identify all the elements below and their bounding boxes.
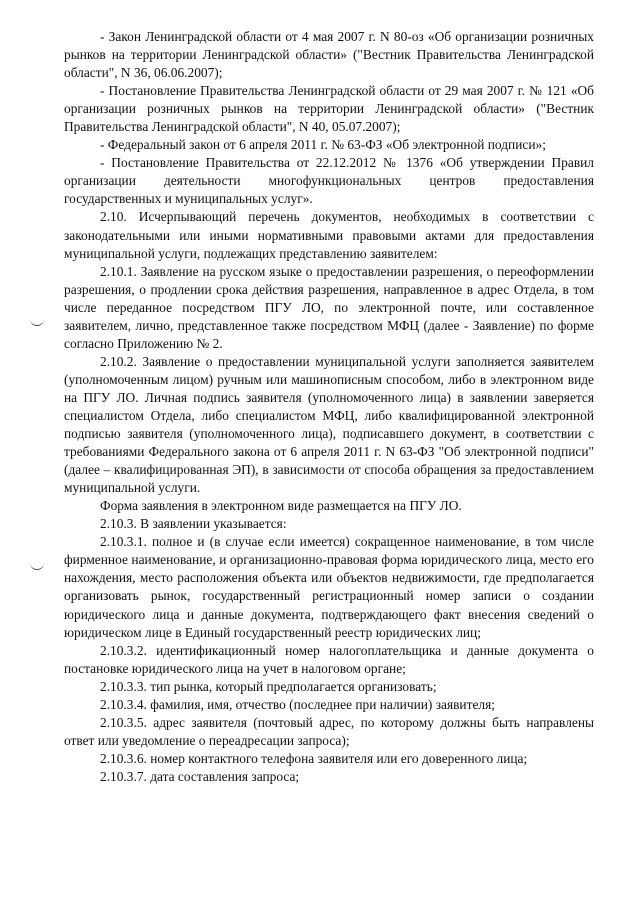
- law-reference-item: - Постановление Правительства Ленинградской области от 29 мая 2007 г. № 121 «Об организации розничных рынков на территории Ленинградской области» ("Вестник Правительства Ленинградской области", N 40, 05.07.2007);: [64, 83, 594, 135]
- section-paragraph: 2.10.1. Заявление на русском языке о предоставлении разрешения, о переоформлении разрешения, о продлении срока действия разрешения, направленное в адрес Отдела, в том числе переданное посредством ПГУ ЛО, по электронной почте, или составленное заявителем, лично, представленное также посредством МФЦ (далее - Заявление) по форме согласно Приложению № 2.: [64, 263, 594, 351]
- section-paragraph: 2.10.3. В заявлении указывается:: [100, 516, 287, 532]
- requirement-item: 2.10.3.6. номер контактного телефона заявителя или его доверенного лица;: [100, 750, 528, 766]
- document-body: [64, 28, 594, 786]
- requirement-item: 2.10.3.4. фамилия, имя, отчество (последнее при наличии) заявителя;: [100, 696, 495, 712]
- requirement-item: 2.10.3.1. полное и (в случае если имеется) сокращенное наименование, в том числе фирменное наименование, и организационно-правовая форма юридического лица, место его нахождения, место расположения объекта или объектов недвижимости, где предполагается организовать рынок, государственный регистрационный номер записи о создании юридического лица и данные документа, подтверждающего факт внесения сведений о юридическом лице в Единый государственный реестр юридических лиц;: [64, 534, 594, 640]
- section-paragraph: Форма заявления в электронном виде размещается на ПГУ ЛО.: [100, 498, 462, 514]
- section-paragraph: 2.10. Исчерпывающий перечень документов, необходимых в соответствии с законодательными или иными нормативными правовыми актами для предоставления муниципальной услуги, подлежащих представлению заявителем:: [64, 209, 594, 261]
- law-reference-item: - Постановление Правительства от 22.12.2012 № 1376 «Об утверждении Правил организации деятельности многофункциональных центров предоставления государственных и муниципальных услуг».: [64, 155, 594, 207]
- law-reference-item: - Закон Ленинградской области от 4 мая 2007 г. N 80-оз «Об организации розничных рынков на территории Ленинградской области» ("Вестник Правительства Ленинградской области", N 36, 06.06.2007);: [64, 29, 594, 81]
- section-paragraph: 2.10.2. Заявление о предоставлении муниципальной услуги заполняется заявителем (уполномоченным лицом) ручным или машинописным способом, либо в электронном виде на ПГУ ЛО. Личная подпись заявителя (уполномоченного лица) в заявлении заверяется специалистом Отдела, либо специалистом МФЦ, либо квалифицированной электронной подписью заявителя (уполномоченного лица), подписавшего документ, в соответствии с требованиями Федерального закона от 6 апреля 2011 г. N 63-ФЗ "Об электронной подписи" (далее – квалифицированная ЭП), в зависимости от способа обращения за предоставлением муниципальной услуги.: [64, 353, 594, 496]
- requirement-item: 2.10.3.3. тип рынка, который предполагается организовать;: [100, 678, 437, 694]
- requirement-item: 2.10.3.7. дата составления запроса;: [100, 768, 300, 784]
- requirement-item: 2.10.3.2. идентификационный номер налогоплательщика и данные документа о постановке юридического лица на учет в налоговом органе;: [64, 642, 594, 676]
- requirement-item: 2.10.3.5. адрес заявителя (почтовый адрес, по которому должны быть направлены ответ или уведомление о переадресации запроса);: [64, 714, 594, 748]
- law-reference-item: - Федеральный закон от 6 апреля 2011 г. № 63-ФЗ «Об электронной подписи»;: [100, 137, 546, 153]
- margin-hole-mark: [30, 563, 44, 570]
- margin-hole-mark: [30, 319, 44, 326]
